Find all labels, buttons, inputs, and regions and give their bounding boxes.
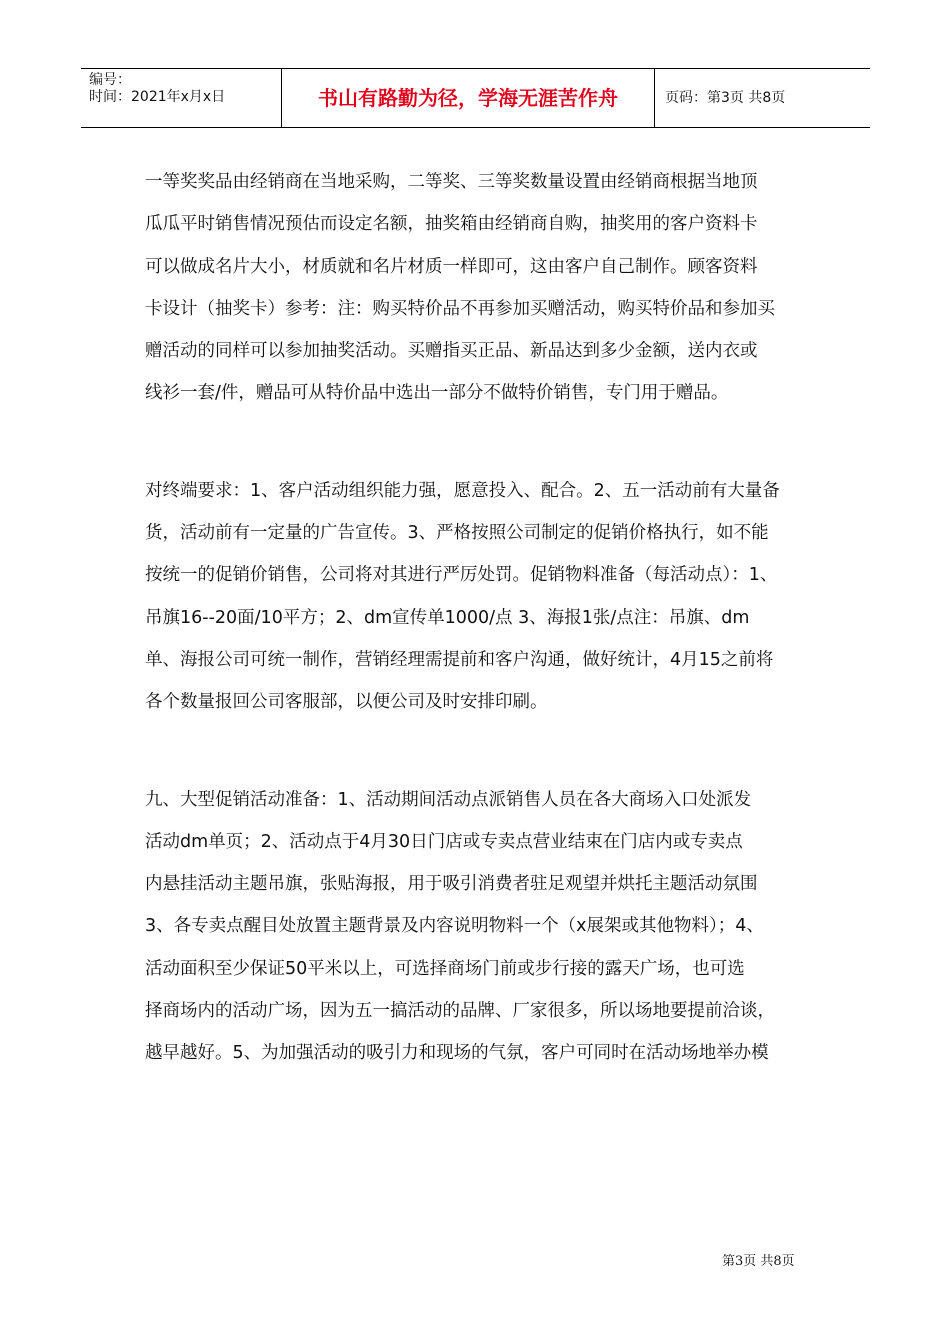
text-line: 瓜瓜平时销售情况预估而设定名额，抽奖箱由经销商自购，抽奖用的客户资料卡 [145,214,758,235]
paragraph-prizes [145,161,810,415]
text-line: 赠活动的同样可以参加抽奖活动。买赠指买正品、新品达到多少金额，送内衣或 [145,341,758,362]
document-body [145,161,810,1130]
text-line: 线衫一套/件，赠品可从特价品中选出一部分不做特价销售，专门用于赠品。 [145,383,729,404]
text-line: 各个数量报回公司客服部，以便公司及时安排印刷。 [145,692,548,713]
text-line: 择商场内的活动广场，因为五一搞活动的品牌、厂家很多，所以场地要提前洽谈， [145,1001,775,1022]
header-meta [89,72,225,106]
footer-page-number: 第3页 共8页 [722,1254,795,1269]
header-divider-right [654,69,655,128]
text-line: 可以做成名片大小，材质就和名片材质一样即可，这由客户自己制作。顾客资料 [145,256,758,277]
text-line: 吊旗16--20面/10平方；2、dm宣传单1000/点 3、海报1张/点注：吊旗、dm [145,607,750,628]
text-line: 内悬挂活动主题吊旗，张贴海报，用于吸引消费者驻足观望并烘托主题活动氛围 [145,874,758,895]
text-line: 按统一的促销价销售，公司将对其进行严厉处罚。促销物料准备（每活动点）：1、 [145,565,778,586]
text-line: 卡设计（抽奖卡）参考：注：购买特价品不再参加买赠活动，购买特价品和参加买 [145,298,775,319]
paragraph-promotion-preparation [145,779,810,1075]
text-line: 对终端要求：1、客户活动组织能力强，愿意投入、配合。2、五一活动前有大量备 [145,480,780,501]
text-line: 活动dm单页；2、活动点于4月30日门店或专卖点营业结束在门店内或专卖点 [145,831,743,852]
document-number-label: 编号： [89,72,131,88]
text-line: 单、海报公司可统一制作，营销经理需提前和客户沟通，做好统计，4月15之前将 [145,649,774,670]
text-line: 一等奖奖品由经销商在当地采购，二等奖、三等奖数量设置由经销商根据当地顶 [145,172,758,192]
header-motto: 书山有路勤为径，学海无涯苦作舟 [318,86,618,110]
document-time-label: 时间：2021年x月x日 [89,89,226,105]
header-page-label: 页码：第3页 共8页 [665,90,786,106]
text-line: 活动面积至少保证50平米以上，可选择商场门前或步行接的露天广场，也可选 [145,958,745,979]
text-line: 九、大型促销活动准备：1、活动期间活动点派销售人员在各大商场入口处派发 [145,789,752,810]
paragraph-terminal-requirements [145,470,810,724]
page-header [81,68,870,128]
text-line: 3、各专卖点醒目处放置主题背景及内容说明物料一个（x展架或其他物料）；4、 [145,916,764,937]
text-line: 越早越好。5、为加强活动的吸引力和现场的气氛，客户可同时在活动场地举办模 [145,1043,769,1064]
text-line: 货，活动前有一定量的广告宣传。3、严格按照公司制定的促销价格执行，如不能 [145,523,769,544]
